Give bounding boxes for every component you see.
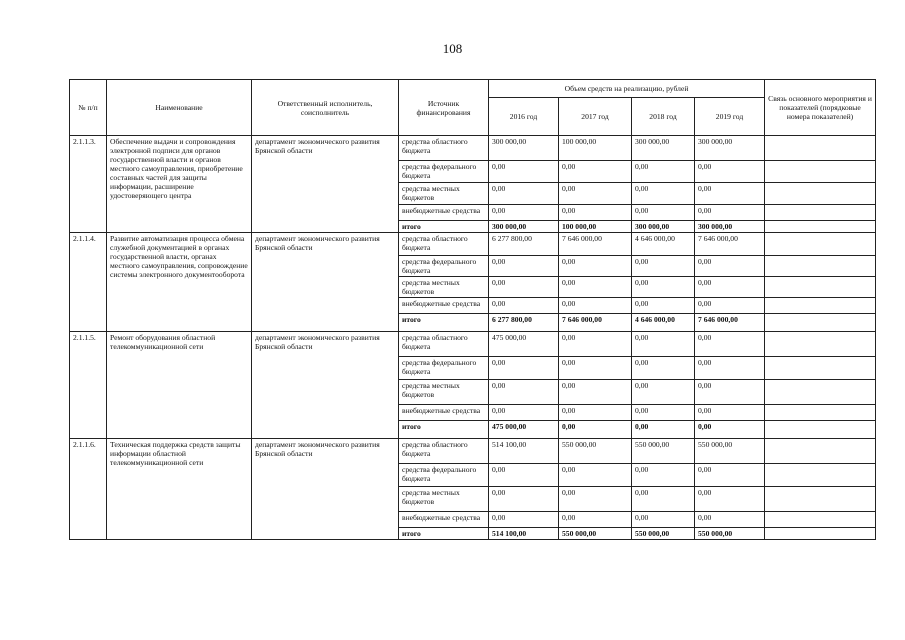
amount-cell: 0,00: [559, 405, 632, 421]
indicator-link-cell: [765, 421, 876, 439]
amount-cell: 0,00: [559, 512, 632, 528]
item-name: Техническая поддержка средств защиты информации областной телекоммуникационной сети: [107, 439, 252, 540]
amount-cell: 0,00: [559, 205, 632, 221]
amount-cell: 475 000,00: [489, 421, 559, 439]
amount-cell: 300 000,00: [632, 136, 695, 161]
indicator-link-cell: [765, 277, 876, 298]
amount-cell: 100 000,00: [559, 136, 632, 161]
amount-cell: 0,00: [695, 405, 765, 421]
funding-source: средства областного бюджета: [399, 439, 489, 464]
indicator-link-cell: [765, 357, 876, 380]
amount-cell: 0,00: [489, 380, 559, 405]
funding-source: средства местных бюджетов: [399, 183, 489, 205]
funding-source: средства областного бюджета: [399, 332, 489, 357]
amount-cell: 0,00: [695, 487, 765, 512]
funding-source: итого: [399, 221, 489, 233]
amount-cell: 514 100,00: [489, 528, 559, 540]
amount-cell: 0,00: [559, 277, 632, 298]
funding-source: итого: [399, 314, 489, 332]
amount-cell: 0,00: [695, 298, 765, 314]
amount-cell: 0,00: [559, 298, 632, 314]
amount-cell: 0,00: [489, 357, 559, 380]
indicator-link-cell: [765, 256, 876, 277]
amount-cell: 0,00: [695, 380, 765, 405]
amount-cell: 0,00: [632, 161, 695, 183]
amount-cell: 300 000,00: [632, 221, 695, 233]
amount-cell: 0,00: [695, 205, 765, 221]
table-row: [70, 439, 876, 464]
amount-cell: 0,00: [559, 487, 632, 512]
amount-cell: 0,00: [632, 512, 695, 528]
table-row: [70, 332, 876, 357]
indicator-link-cell: [765, 528, 876, 540]
amount-cell: 550 000,00: [695, 528, 765, 540]
amount-cell: 300 000,00: [695, 221, 765, 233]
financing-table: [69, 79, 876, 540]
funding-source: внебюджетные средства: [399, 405, 489, 421]
amount-cell: 0,00: [489, 512, 559, 528]
header-link: Связь основного мероприятия и показателей (порядковые номера показателей): [765, 80, 876, 136]
amount-cell: 0,00: [695, 277, 765, 298]
item-name: Ремонт оборудования областной телекоммуникационной сети: [107, 332, 252, 439]
indicator-link-cell: [765, 161, 876, 183]
item-number: 2.1.1.3.: [70, 136, 107, 233]
amount-cell: 0,00: [489, 256, 559, 277]
page-number: 108: [442, 41, 463, 56]
item-executor: департамент экономического развития Брянской области: [252, 332, 399, 439]
amount-cell: 100 000,00: [559, 221, 632, 233]
amount-cell: 0,00: [695, 421, 765, 439]
header-year-2017: 2017 год: [559, 98, 632, 136]
indicator-link-cell: [765, 221, 876, 233]
amount-cell: 4 646 000,00: [632, 233, 695, 256]
funding-source: средства областного бюджета: [399, 136, 489, 161]
item-executor: департамент экономического развития Брянской области: [252, 233, 399, 332]
header-volume: Объем средств на реализацию, рублей: [489, 80, 765, 98]
indicator-link-cell: [765, 183, 876, 205]
table-row: [70, 136, 876, 161]
indicator-link-cell: [765, 439, 876, 464]
amount-cell: 7 646 000,00: [695, 233, 765, 256]
indicator-link-cell: [765, 298, 876, 314]
amount-cell: 550 000,00: [559, 439, 632, 464]
table-body: [70, 136, 876, 540]
amount-cell: 0,00: [559, 183, 632, 205]
amount-cell: 0,00: [559, 161, 632, 183]
header-executor: Ответственный исполнитель, соисполнитель: [252, 80, 399, 136]
funding-source: внебюджетные средства: [399, 298, 489, 314]
item-executor: департамент экономического развития Брянской области: [252, 439, 399, 540]
amount-cell: 0,00: [632, 332, 695, 357]
amount-cell: 0,00: [559, 332, 632, 357]
funding-source: средства федерального бюджета: [399, 256, 489, 277]
amount-cell: 0,00: [632, 205, 695, 221]
amount-cell: 7 646 000,00: [559, 314, 632, 332]
indicator-link-cell: [765, 314, 876, 332]
indicator-link-cell: [765, 464, 876, 487]
indicator-link-cell: [765, 405, 876, 421]
header-year-2018: 2018 год: [632, 98, 695, 136]
amount-cell: 0,00: [559, 380, 632, 405]
amount-cell: 0,00: [632, 464, 695, 487]
amount-cell: 0,00: [695, 256, 765, 277]
amount-cell: 300 000,00: [695, 136, 765, 161]
amount-cell: 6 277 800,00: [489, 314, 559, 332]
table-row: [70, 233, 876, 256]
funding-source: средства областного бюджета: [399, 233, 489, 256]
amount-cell: 4 646 000,00: [632, 314, 695, 332]
amount-cell: 0,00: [695, 464, 765, 487]
header-num: № п/п: [70, 80, 107, 136]
funding-source: средства местных бюджетов: [399, 487, 489, 512]
amount-cell: 0,00: [695, 512, 765, 528]
amount-cell: 0,00: [489, 464, 559, 487]
amount-cell: 300 000,00: [489, 136, 559, 161]
amount-cell: 0,00: [632, 357, 695, 380]
funding-source: итого: [399, 421, 489, 439]
amount-cell: 550 000,00: [632, 528, 695, 540]
amount-cell: 300 000,00: [489, 221, 559, 233]
amount-cell: 0,00: [695, 183, 765, 205]
amount-cell: 0,00: [559, 256, 632, 277]
amount-cell: 0,00: [489, 205, 559, 221]
amount-cell: 0,00: [632, 380, 695, 405]
amount-cell: 550 000,00: [559, 528, 632, 540]
amount-cell: 514 100,00: [489, 439, 559, 464]
amount-cell: 0,00: [559, 464, 632, 487]
item-name: Обеспечение выдачи и сопровождения электронной подписи для органов государственной власти и органов местного самоуправления, приобретение составных частей для защиты информации, расширение удостоверяющего центра: [107, 136, 252, 233]
indicator-link-cell: [765, 512, 876, 528]
funding-source: внебюджетные средства: [399, 512, 489, 528]
header-year-2019: 2019 год: [695, 98, 765, 136]
indicator-link-cell: [765, 136, 876, 161]
amount-cell: 0,00: [632, 487, 695, 512]
item-number: 2.1.1.4.: [70, 233, 107, 332]
amount-cell: 0,00: [489, 405, 559, 421]
amount-cell: 0,00: [632, 183, 695, 205]
indicator-link-cell: [765, 487, 876, 512]
item-number: 2.1.1.5.: [70, 332, 107, 439]
amount-cell: 550 000,00: [695, 439, 765, 464]
item-number: 2.1.1.6.: [70, 439, 107, 540]
amount-cell: 0,00: [489, 161, 559, 183]
funding-source: итого: [399, 528, 489, 540]
funding-source: средства федерального бюджета: [399, 464, 489, 487]
funding-source: средства местных бюджетов: [399, 277, 489, 298]
funding-source: средства местных бюджетов: [399, 380, 489, 405]
amount-cell: 0,00: [695, 357, 765, 380]
amount-cell: 0,00: [632, 298, 695, 314]
amount-cell: 0,00: [489, 487, 559, 512]
amount-cell: 0,00: [559, 357, 632, 380]
funding-source: средства федерального бюджета: [399, 357, 489, 380]
header-source: Источник финансирования: [399, 80, 489, 136]
amount-cell: 0,00: [489, 298, 559, 314]
amount-cell: 0,00: [632, 277, 695, 298]
amount-cell: 0,00: [489, 183, 559, 205]
amount-cell: 0,00: [632, 256, 695, 277]
amount-cell: 550 000,00: [632, 439, 695, 464]
amount-cell: 7 646 000,00: [695, 314, 765, 332]
amount-cell: 0,00: [695, 161, 765, 183]
funding-source: средства федерального бюджета: [399, 161, 489, 183]
header-name: Наименование: [107, 80, 252, 136]
item-executor: департамент экономического развития Брянской области: [252, 136, 399, 233]
indicator-link-cell: [765, 205, 876, 221]
amount-cell: 0,00: [632, 421, 695, 439]
header-year-2016: 2016 год: [489, 98, 559, 136]
amount-cell: 0,00: [559, 421, 632, 439]
amount-cell: 0,00: [489, 277, 559, 298]
item-name: Развитие автоматизация процесса обмена служебной документацией в органах государственной власти, органах местного самоуправления, сопровождение системы электронного документооборота: [107, 233, 252, 332]
amount-cell: 0,00: [632, 405, 695, 421]
indicator-link-cell: [765, 233, 876, 256]
amount-cell: 6 277 800,00: [489, 233, 559, 256]
amount-cell: 0,00: [695, 332, 765, 357]
indicator-link-cell: [765, 380, 876, 405]
amount-cell: 475 000,00: [489, 332, 559, 357]
funding-source: внебюджетные средства: [399, 205, 489, 221]
indicator-link-cell: [765, 332, 876, 357]
amount-cell: 7 646 000,00: [559, 233, 632, 256]
